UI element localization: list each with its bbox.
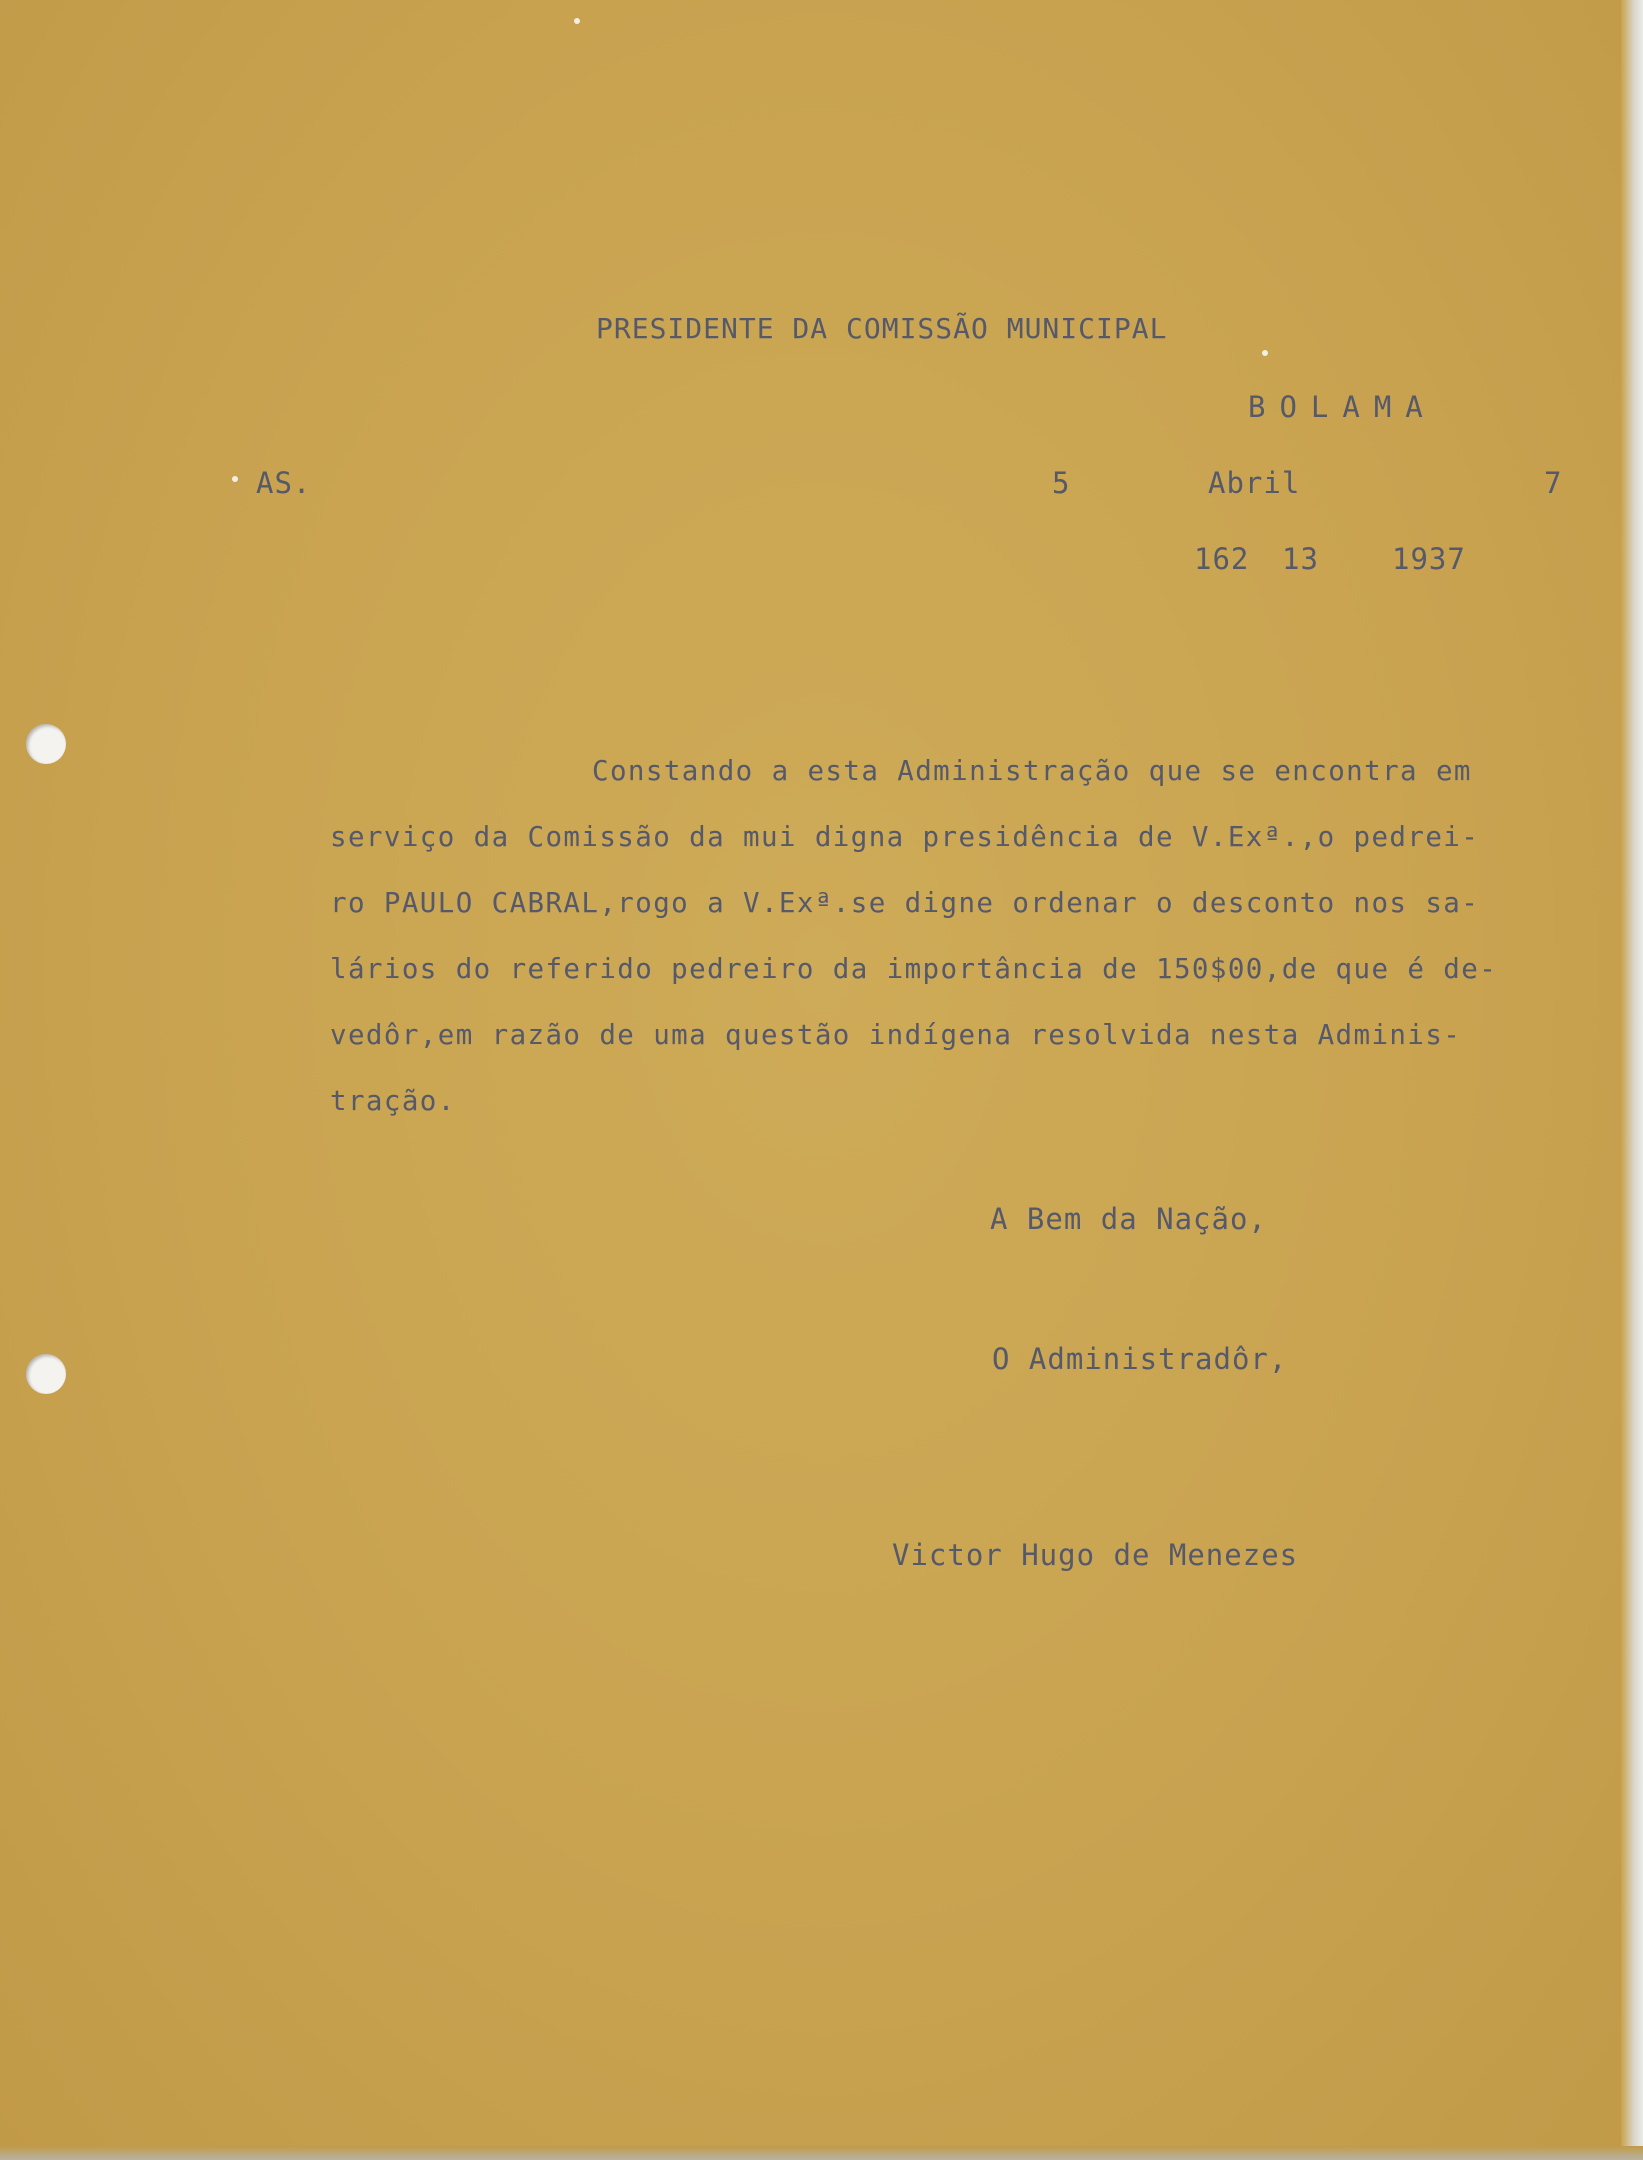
body-line: tração. xyxy=(330,1085,456,1117)
body-line: lários do referido pedreiro da importância de 150$00,de que é de- xyxy=(330,953,1498,985)
signatory-name: Victor Hugo de Menezes xyxy=(892,1538,1299,1572)
signatory-title: O Administradôr, xyxy=(992,1342,1288,1376)
paper-fleck xyxy=(1262,350,1268,356)
punch-hole-top xyxy=(26,724,66,764)
closing-salutation: A Bem da Nação, xyxy=(990,1202,1267,1236)
punch-hole-bottom xyxy=(26,1354,66,1394)
place-name: BOLAMA xyxy=(1248,390,1437,424)
body-line: vedôr,em razão de uma questão indígena resolvida nesta Adminis- xyxy=(330,1019,1462,1051)
paper-fleck xyxy=(574,18,580,24)
document-number: 162 xyxy=(1194,542,1250,576)
document-number-secondary: 13 xyxy=(1282,542,1319,576)
body-line: serviço da Comissão da mui digna presidência de V.Exª.,o pedrei- xyxy=(330,821,1480,853)
date-day: 5 xyxy=(1052,466,1071,500)
date-count: 7 xyxy=(1544,466,1563,500)
letter-body xyxy=(330,738,1630,1134)
scan-edge-bottom xyxy=(0,2146,1643,2160)
paper-fleck xyxy=(232,476,238,482)
reference-mark: AS. xyxy=(256,466,312,500)
addressee-heading: PRESIDENTE DA COMISSÃO MUNICIPAL xyxy=(596,312,1168,345)
body-line: ro PAULO CABRAL,rogo a V.Exª.se digne ordenar o desconto nos sa- xyxy=(330,887,1480,919)
body-line: Constando a esta Administração que se encontra em xyxy=(592,755,1472,787)
date-year: 1937 xyxy=(1392,542,1466,576)
date-month: Abril xyxy=(1208,466,1301,500)
